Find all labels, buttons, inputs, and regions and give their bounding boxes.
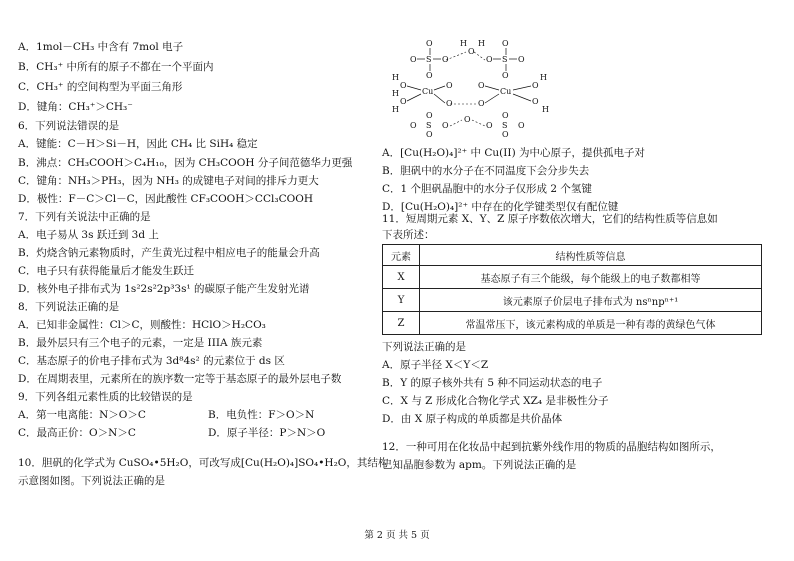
atom-label: Cu	[422, 87, 434, 96]
option-b: B．电负性：F＞O＞N	[208, 409, 315, 421]
atom-label: O	[400, 97, 407, 106]
atom-label: O	[486, 55, 493, 64]
text-line: C．1 个胆矾晶胞中的水分子仅形成 2 个氢键	[382, 183, 592, 195]
page-footer: 第 2 页 共 5 页	[364, 530, 430, 541]
table-row	[383, 266, 762, 289]
atom-label: H	[478, 39, 485, 48]
atom-label: O	[502, 111, 509, 120]
text-line: A．[Cu(H₂O)₄]²⁺ 中 Cu(II) 为中心原子，提供孤电子对	[382, 147, 645, 159]
text-line: 下列说法正确的是	[382, 341, 466, 353]
atom-label: O	[518, 55, 525, 64]
atom-label: H	[392, 73, 399, 82]
atom-label: H	[460, 39, 467, 48]
table-cell: 常温常压下，该元素构成的单质是一种有毒的黄绿色气体	[420, 312, 762, 335]
table-header-cell: 元素	[383, 245, 420, 266]
text-line: D．由 X 原子构成的单质都是共价晶体	[382, 413, 563, 425]
question-9-stem: 9．下列各组元素性质的比较错误的是	[18, 391, 193, 403]
text-line: D．键角：CH₃⁺＞CH₃⁻	[18, 101, 133, 113]
text-line: C．基态原子的价电子排布式为 3d⁸4s² 的元素位于 ds 区	[18, 355, 285, 367]
question-8-stem: 8．下列说法正确的是	[18, 301, 120, 313]
text-line: A．1mol－CH₃ 中含有 7mol 电子	[18, 41, 184, 53]
option-c: C．最高正价：O＞N＞C	[18, 427, 136, 439]
text-line: 下表所述：	[382, 229, 435, 241]
table-cell: 该元素原子价层电子排布式为 nsⁿnpⁿ⁺¹	[420, 289, 762, 312]
atom-label: O	[518, 121, 525, 130]
text-line: D．极性：F－C＞Cl－C，因此酸性 CF₃COOH＞CCl₃COOH	[18, 193, 313, 205]
atom-label: O	[442, 121, 449, 130]
atom-label: O	[502, 130, 509, 138]
text-line: 已知晶胞参数为 apm。下列说法正确的是	[382, 459, 577, 471]
atom-label: H	[542, 105, 549, 114]
text-line: B．Y 的原子核外共有 5 种不同运动状态的电子	[382, 377, 603, 389]
question-7-stem: 7．下列有关说法中正确的是	[18, 211, 151, 223]
atom-label: H	[392, 89, 399, 98]
atom-label: O	[486, 121, 493, 130]
question-11-stem: 11．短周期元素 X、Y、Z 原子序数依次增大，它们的结构性质等信息如	[382, 213, 718, 225]
text-line: B．最外层只有三个电子的元素，一定是 IIIA 族元素	[18, 337, 263, 349]
option-a: A．第一电离能：N＞O＞C	[18, 409, 146, 421]
atom-label: O	[478, 81, 485, 90]
atom-label: O	[426, 71, 433, 80]
text-line: C．CH₃⁺ 的空间构型为平面三角形	[18, 81, 183, 93]
atom-label: S	[502, 55, 508, 64]
atom-label: Cu	[500, 87, 512, 96]
text-line: A．键能：C－H＞Si－H，因此 CH₄ 比 SiH₄ 稳定	[18, 138, 258, 150]
text-line: B．灼烧含钠元素物质时，产生黄光过程中相应电子的能量会升高	[18, 247, 320, 259]
question-6-stem: 6．下列说法错误的是	[18, 120, 120, 132]
text-line: D．核外电子排布式为 1s²2s²2p³3s¹ 的碳原子能产生发射光谱	[18, 283, 310, 295]
atom-label: O	[426, 130, 433, 138]
atom-label: O	[532, 81, 539, 90]
option-d: D．原子半径：P＞N＞O	[208, 427, 326, 439]
atom-label: O	[478, 99, 485, 108]
question-10-stem: 10．胆矾的化学式为 CuSO₄•5H₂O，可改写成[Cu(H₂O)₄]SO₄•H₂O，其结构	[18, 457, 389, 469]
atom-label: O	[410, 55, 417, 64]
atom-label: S	[502, 121, 508, 130]
table-row	[383, 312, 762, 335]
text-line: B．CH₃⁺ 中所有的原子不都在一个平面内	[18, 61, 214, 73]
text-line: C．键角：NH₃＞PH₃，因为 NH₃ 的成键电子对间的排斥力更大	[18, 175, 319, 187]
atom-label: O	[502, 71, 509, 80]
table-cell: Z	[383, 312, 420, 335]
atom-label: S	[426, 55, 432, 64]
text-line: C．电子只有获得能量后才能发生跃迁	[18, 265, 195, 277]
atom-label: O	[442, 55, 449, 64]
atom-label: O	[502, 39, 509, 48]
text-line: 示意图如图。下列说法正确的是	[18, 475, 165, 487]
text-line: D．在周期表里，元素所在的族序数一定等于基态原子的最外层电子数	[18, 373, 342, 385]
text-line: C．X 与 Z 形成化合物化学式 XZ₄ 是非极性分子	[382, 395, 609, 407]
atom-label: O	[446, 81, 453, 90]
option-row	[18, 426, 378, 440]
atom-label: O	[532, 97, 539, 106]
table-header-row	[383, 245, 762, 266]
text-line: D．[Cu(H₂O)₄]²⁺ 中存在的化学键类型仅有配位键	[382, 201, 619, 213]
table-cell: Y	[383, 289, 420, 312]
atom-label: O	[400, 81, 407, 90]
atom-label: O	[468, 47, 475, 56]
atom-label: O	[410, 121, 417, 130]
table-cell: X	[383, 266, 420, 289]
text-line: A．已知非金属性：Cl＞C，则酸性：HClO＞H₂CO₃	[18, 319, 266, 331]
element-info-table	[382, 244, 762, 335]
table-cell: 基态原子有三个能级，每个能级上的电子数都相等	[420, 266, 762, 289]
option-row	[18, 408, 378, 422]
atom-label: O	[426, 39, 433, 48]
atom-label: S	[426, 121, 432, 130]
atom-label: O	[464, 115, 471, 124]
atom-label: H	[540, 73, 547, 82]
text-line: B．沸点：CH₃COOH＞C₄H₁₀，因为 CH₃COOH 分子间范德华力更强	[18, 157, 353, 169]
text-line: A．原子半径 X＜Y＜Z	[382, 359, 489, 371]
atom-label: O	[446, 99, 453, 108]
text-line: A．电子易从 3s 跃迁到 3d 上	[18, 229, 159, 241]
atom-label: O	[426, 111, 433, 120]
table-header-cell: 结构性质等信息	[420, 245, 762, 266]
text-line: B．胆矾中的水分子在不同温度下会分步失去	[382, 165, 590, 177]
question-12-stem: 12．一种可用在化妆品中起到抗紫外线作用的物质的晶胞结构如图所示，	[382, 441, 721, 453]
cuso4-structure-diagram	[382, 36, 572, 138]
atom-label: H	[392, 105, 399, 114]
table-row	[383, 289, 762, 312]
